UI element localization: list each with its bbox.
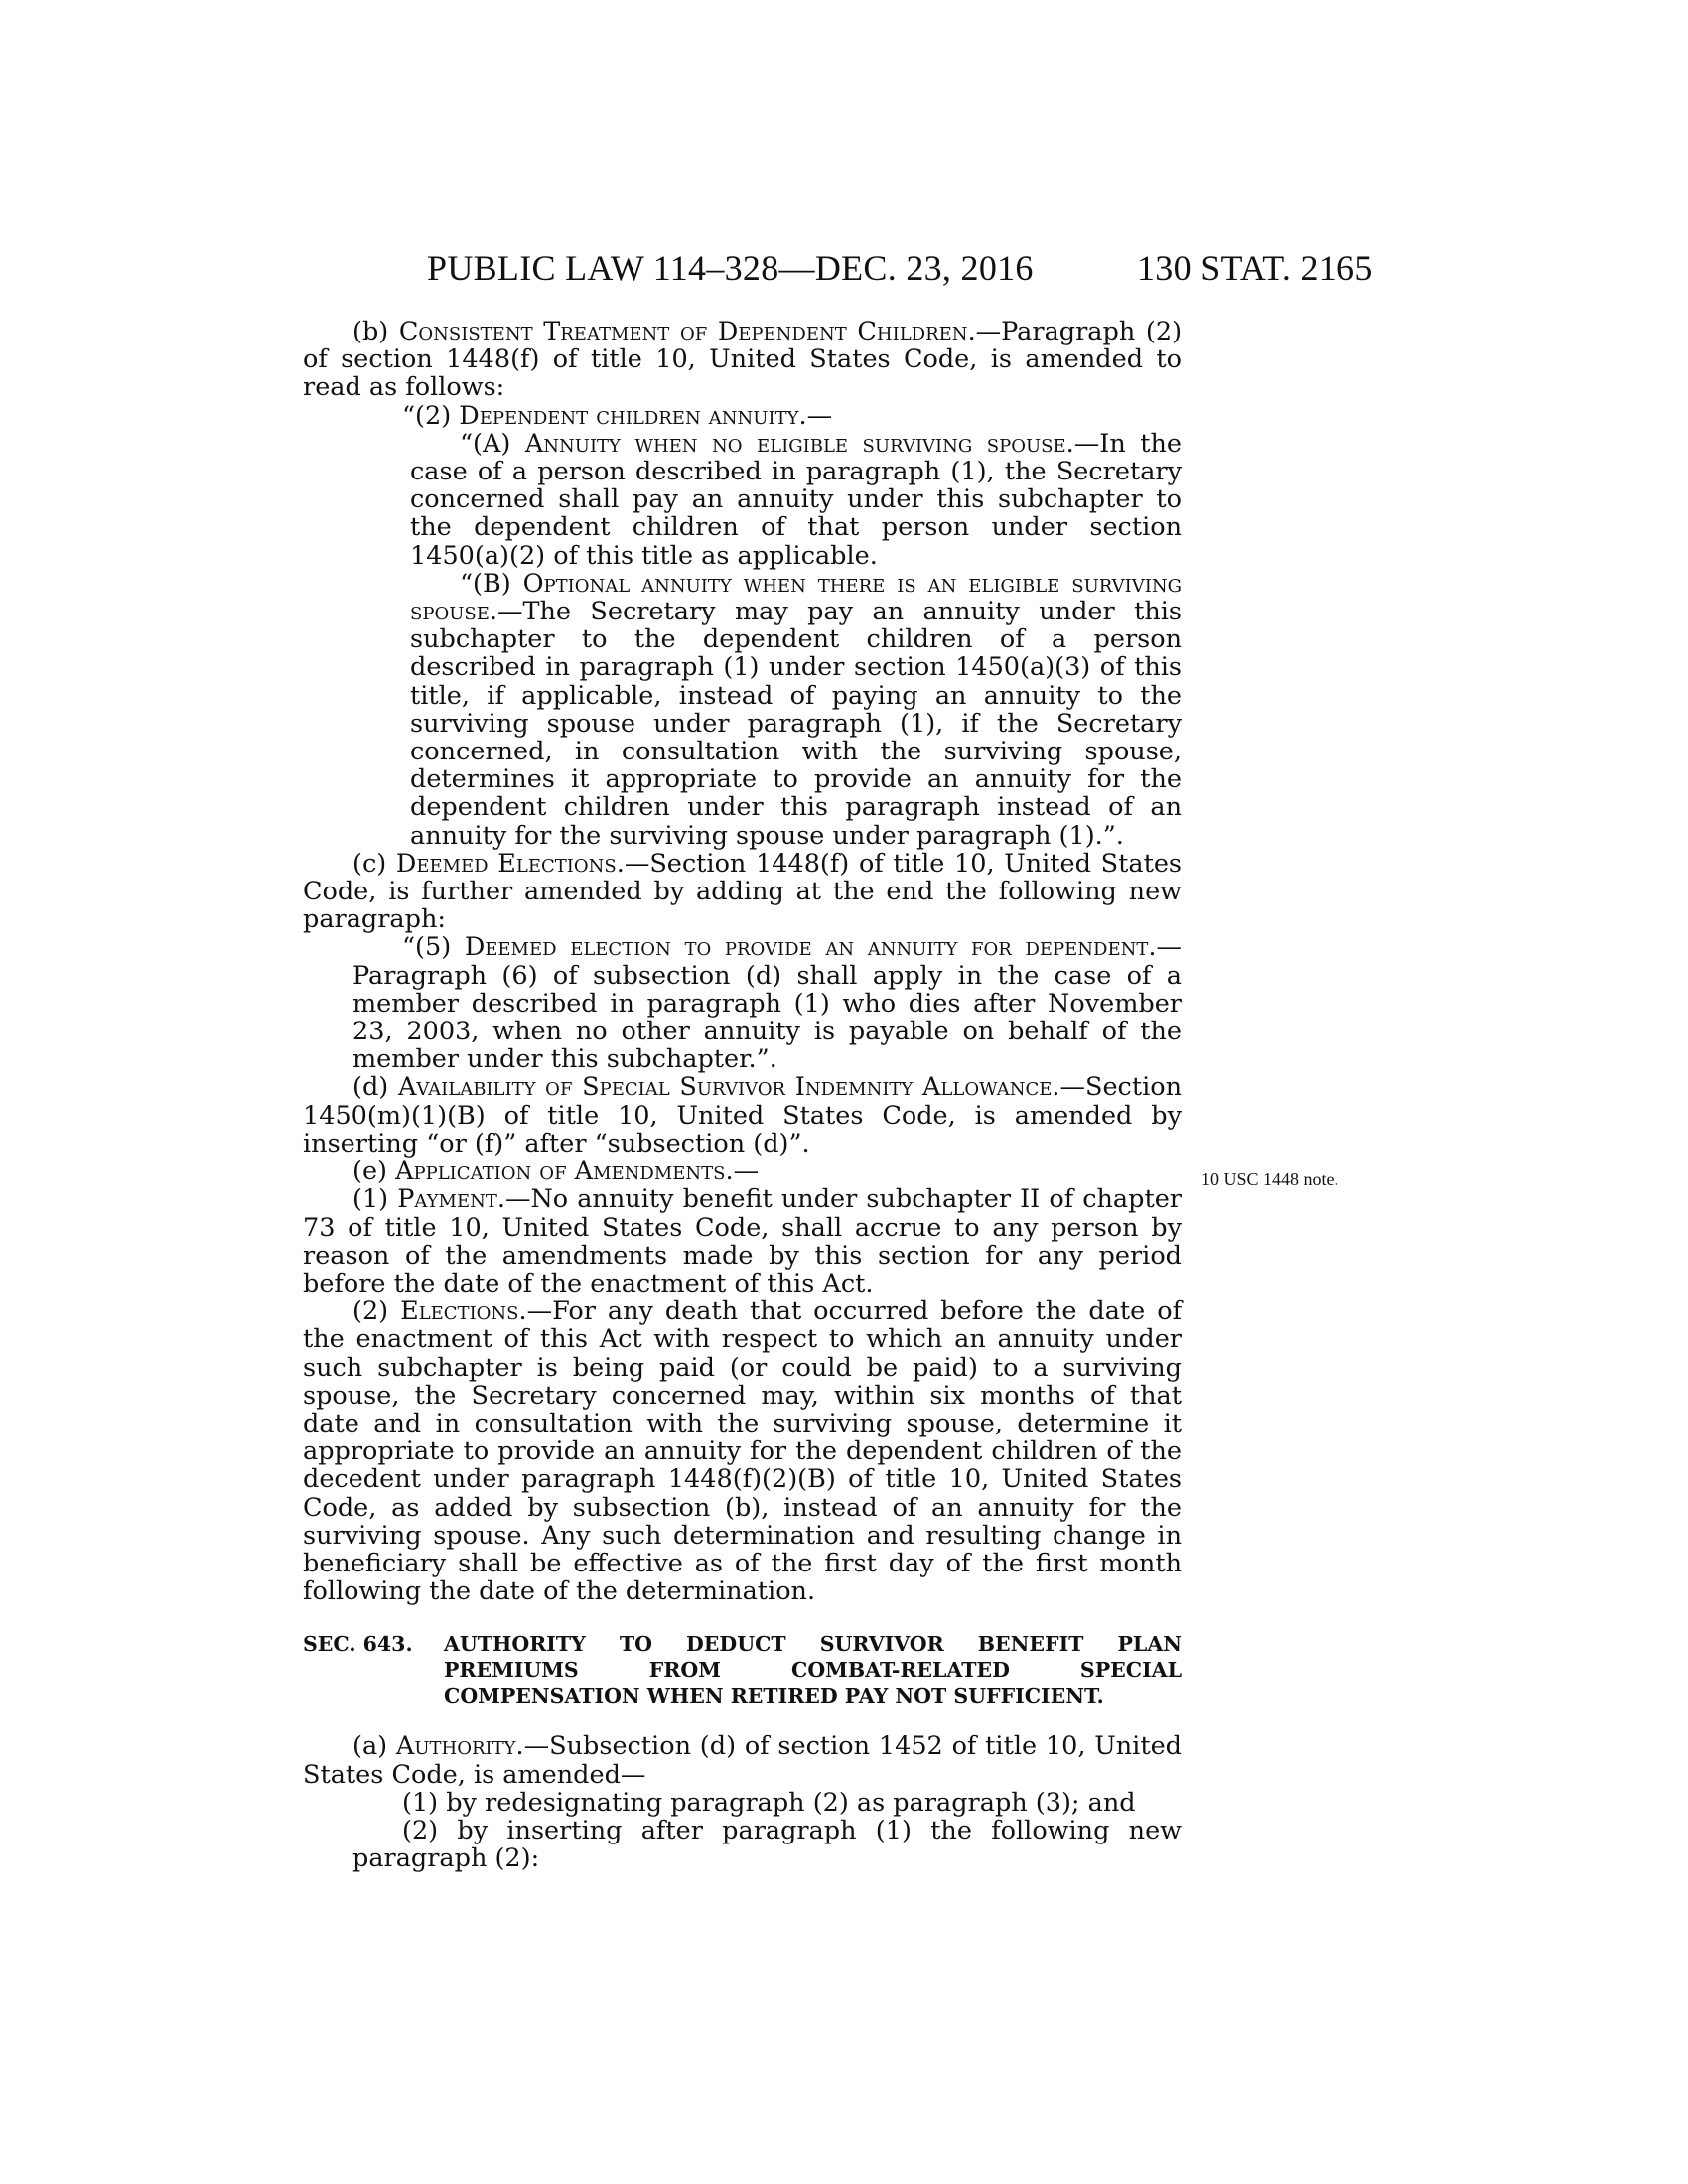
- paragraph-a-1: (1) by redesignating paragraph (2) as paragraph (3); and: [402, 1787, 1136, 1818]
- paragraph-heading: Optional annuity when there is an eligible surviving spouse: [410, 568, 1182, 627]
- paragraph-e-2: (2) Elections.—For any death that occurred before the date of the enactment of this Act with respect to which an annuity under such subchapter is being paid (or could be paid) to a surviving spouse, the Secretary concerned may, within six months of that date and in consultation with the surviving spouse, determine it appropriate to provide an annuity for the dependent children of the decedent under paragraph 1448(f)(2)(B) of title 10, United States Code, as added by subsection (b), instead of an annuity for the surviving spouse. Any such determination and resulting change in beneficiary shall be effective as of the first day of the first month following the date of the determination.: [303, 1297, 1183, 1607]
- section-heading: [303, 1631, 1182, 1708]
- paragraph-b: (b) Consistent Treatment of Dependent Children.—Paragraph (2) of section 1448(f) of title 10, United States Code, is amended to read as follows:: [303, 317, 1183, 403]
- paragraph-heading: Availability of Special Survivor Indemnity Allowance: [397, 1072, 1053, 1103]
- paragraph-e-1: (1) Payment.—No annuity benefit under subchapter II of chapter 73 of title 10, United States Code, shall accrue to any person by reason of the amendments made by this section for any period before the date of the enactment of this Act.: [303, 1184, 1182, 1298]
- paragraph-heading: Authority: [395, 1731, 516, 1762]
- quoted-subparagraph-b: “(B) Optional annuity when there is an eligible surviving spouse.—The Secretary may pay an annuity under this subchapter to the dependent children of a person described in paragraph (1) under section 1450(a)(3) of this title, if applicable, instead of paying an annuity to the surviving spouse under paragraph (1), if the Secretary concerned, in consultation with the surviving spouse, determines it appropriate to provide an annuity for the dependent children under this paragraph instead of an annuity for the surviving spouse under paragraph (1).”.: [410, 568, 1182, 851]
- section-number: SEC. 643.: [303, 1632, 413, 1657]
- paragraph-heading: Elections: [400, 1297, 519, 1327]
- paragraph-d: (d) Availability of Special Survivor Indemnity Allowance.—Section 1450(m)(1)(B) of title 10, United States Code, is amended by inserting “or (f)” after “subsection (d)”.: [303, 1072, 1183, 1159]
- margin-note: 10 USC 1448 note.: [1201, 1169, 1339, 1189]
- paragraph-heading: Annuity when no eligible surviving spouse: [524, 428, 1066, 459]
- paragraph-heading: Application of Amendments: [395, 1157, 726, 1187]
- quoted-paragraph-2: “(2) Dependent children annuity.—: [402, 400, 833, 431]
- paragraph-a: (a) Authority.—Subsection (d) of section 1452 of title 10, United States Code, is amended—: [303, 1731, 1182, 1790]
- quoted-subparagraph-a: “(A) Annuity when no eligible surviving spouse.—In the case of a person described in paragraph (1), the Secretary concerned shall pay an annuity under this subchapter to the dependent children of that person under section 1450(a)(2) of this title as applicable.: [410, 428, 1182, 571]
- paragraph-heading: Consistent Treatment of Dependent Children: [398, 317, 968, 346]
- running-header-title: PUBLIC LAW 114–328—DEC. 23, 2016: [427, 248, 1034, 288]
- section-title: AUTHORITY TO DEDUCT SURVIVOR BENEFIT PLAN PREMIUMS FROM COMBAT-RELATED SPECIAL COMPENSATION WHEN RETIRED PAY NOT SUFFICIENT.: [444, 1632, 1182, 1708]
- paragraph-c: (c) Deemed Elections.—Section 1448(f) of title 10, United States Code, is further amended by adding at the end the following new paragraph:: [303, 848, 1182, 935]
- paragraph-heading: Deemed Elections: [395, 848, 617, 879]
- body-text: [303, 318, 1182, 1872]
- paragraph-e: (e) Application of Amendments.—: [352, 1157, 760, 1187]
- paragraph-heading: Payment: [397, 1184, 497, 1215]
- paragraph-heading: Deemed election to provide an annuity for dependent: [464, 932, 1149, 963]
- running-header-page-ref: 130 STAT. 2165: [1137, 248, 1373, 288]
- paragraph-heading: Dependent children annuity: [459, 400, 799, 431]
- paragraph-a-2: (2) by inserting after paragraph (1) the following new paragraph (2):: [352, 1815, 1182, 1874]
- quoted-paragraph-5: “(5) Deemed election to provide an annuity for dependent.—Paragraph (6) of subsection (d) shall apply in the case of a member described in paragraph (1) who dies after November 23, 2003, when no other annuity is payable on behalf of the member under this subchapter.”.: [352, 932, 1182, 1075]
